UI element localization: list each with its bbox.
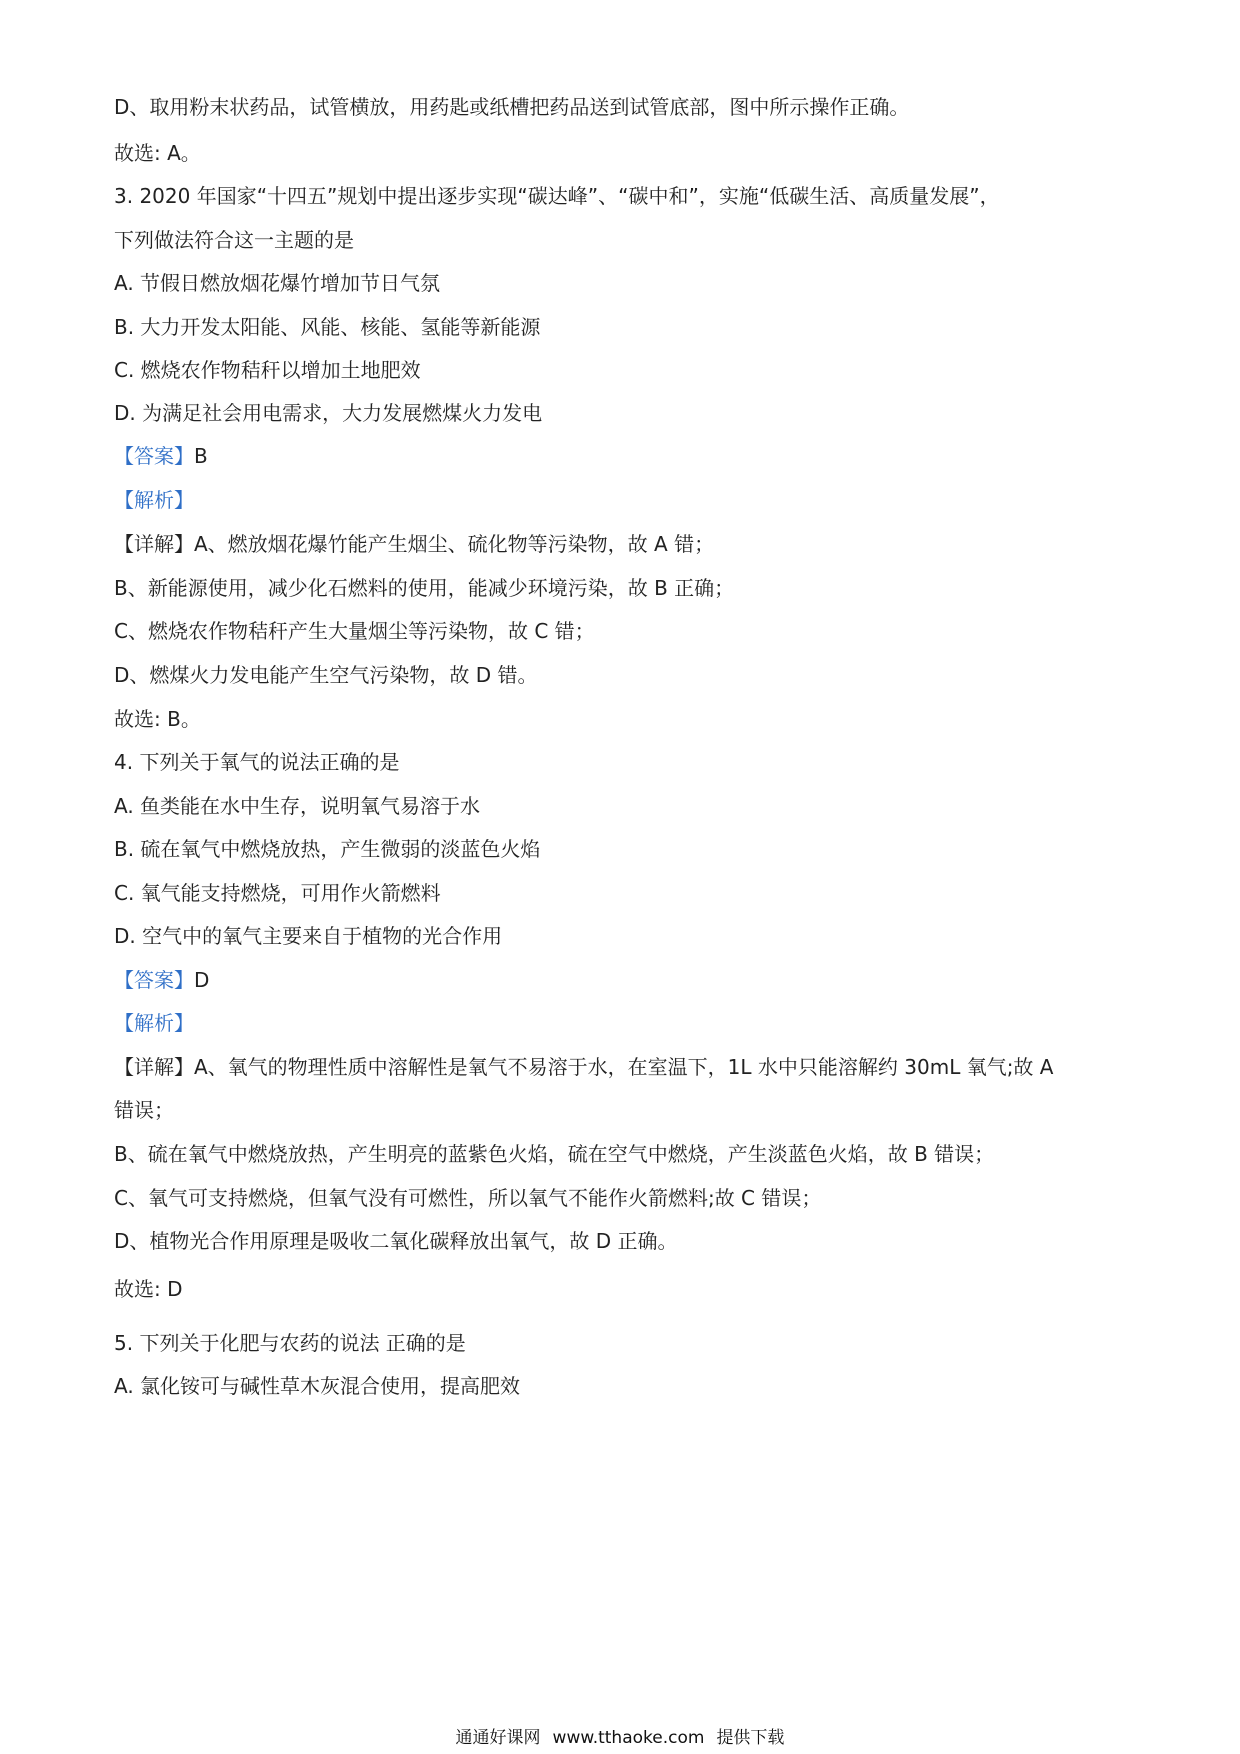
q3-analysis-tag: 【解析】 (114, 488, 194, 512)
q4-option-b: B. 硫在氧气中燃烧放热，产生微弱的淡蓝色火焰 (114, 837, 541, 861)
q4-detail-tag: 【详解】 (114, 1055, 194, 1079)
q3-detail-c: C、燃烧农作物秸秆产生大量烟尘等污染物，故 C 错； (114, 619, 595, 643)
q3-final-answer: 故选: B。 (114, 707, 201, 731)
q5-option-a: A. 氯化铵可与碱性草木灰混合使用，提高肥效 (114, 1374, 521, 1398)
footer-url[interactable]: www.tthaoke.com (552, 1728, 705, 1748)
q4-option-a: A. 鱼类能在水中生存，说明氧气易溶于水 (114, 794, 481, 818)
q4-answer-value: D (194, 968, 210, 992)
q4-final-answer: 故选: D (114, 1277, 183, 1301)
footer-note: 提供下载 (716, 1728, 785, 1748)
q4-detail-d: D、植物光合作用原理是吸收二氧化碳释放出氧气，故 D 正确。 (114, 1229, 678, 1253)
q4-detail-c: C、氧气可支持燃烧，但氧气没有可燃性，所以氧气不能作火箭燃料;故 C 错误； (114, 1186, 822, 1210)
q3-detail-tag: 【详解】 (114, 532, 194, 556)
q4-detail-a-line-1 (114, 1054, 1053, 1080)
q3-detail-b: B、新能源使用，减少化石燃料的使用，能减少环境污染，故 B 正确； (114, 576, 735, 600)
page-footer (0, 1727, 1240, 1749)
q3-answer (114, 443, 208, 469)
q4-detail-a-line-2: 错误； (114, 1098, 174, 1122)
q5-stem: 5. 下列关于化肥与农药的说法 正确的是 (114, 1331, 466, 1355)
q3-stem-line-2: 下列做法符合这一主题的是 (114, 228, 354, 252)
q4-answer (114, 967, 209, 993)
q4-option-d: D. 空气中的氧气主要来自于植物的光合作用 (114, 924, 503, 948)
q2-final-answer: 故选: A。 (114, 141, 201, 165)
q3-answer-value: B (194, 444, 208, 468)
q3-answer-tag: 【答案】 (114, 444, 194, 468)
q3-detail-d: D、燃煤火力发电能产生空气污染物，故 D 错。 (114, 663, 538, 687)
q3-option-d: D. 为满足社会用电需求，大力发展燃煤火力发电 (114, 401, 543, 425)
q4-answer-tag: 【答案】 (114, 968, 194, 992)
q3-option-b: B. 大力开发太阳能、风能、核能、氢能等新能源 (114, 315, 541, 339)
q4-detail-b: B、硫在氧气中燃烧放热，产生明亮的蓝紫色火焰，硫在空气中燃烧，产生淡蓝色火焰，故 B 错误； (114, 1142, 995, 1166)
q4-option-c: C. 氧气能支持燃烧，可用作火箭燃料 (114, 881, 441, 905)
footer-site-name: 通通好课网 (455, 1728, 541, 1748)
q2-option-d-explanation: D、取用粉末状药品，试管横放，用药匙或纸槽把药品送到试管底部，图中所示操作正确。 (114, 95, 910, 119)
q3-detail-a-text: A、燃放烟花爆竹能产生烟尘、硫化物等污染物，故 A 错； (194, 532, 715, 556)
q3-detail-a (114, 531, 714, 557)
q3-stem-line-1: 3. 2020 年国家“十四五”规划中提出逐步实现“碳达峰”、“碳中和”，实施“低碳生活、高质量发展”， (114, 184, 1000, 208)
q3-option-c: C. 燃烧农作物秸秆以增加土地肥效 (114, 358, 421, 382)
q3-option-a: A. 节假日燃放烟花爆竹增加节日气氛 (114, 271, 441, 295)
q4-stem: 4. 下列关于氧气的说法正确的是 (114, 750, 400, 774)
q4-analysis-tag: 【解析】 (114, 1011, 194, 1035)
q4-detail-a-text: A、氧气的物理性质中溶解性是氧气不易溶于水，在室温下，1L 水中只能溶解约 30mL 氧气;故 A (194, 1055, 1054, 1079)
